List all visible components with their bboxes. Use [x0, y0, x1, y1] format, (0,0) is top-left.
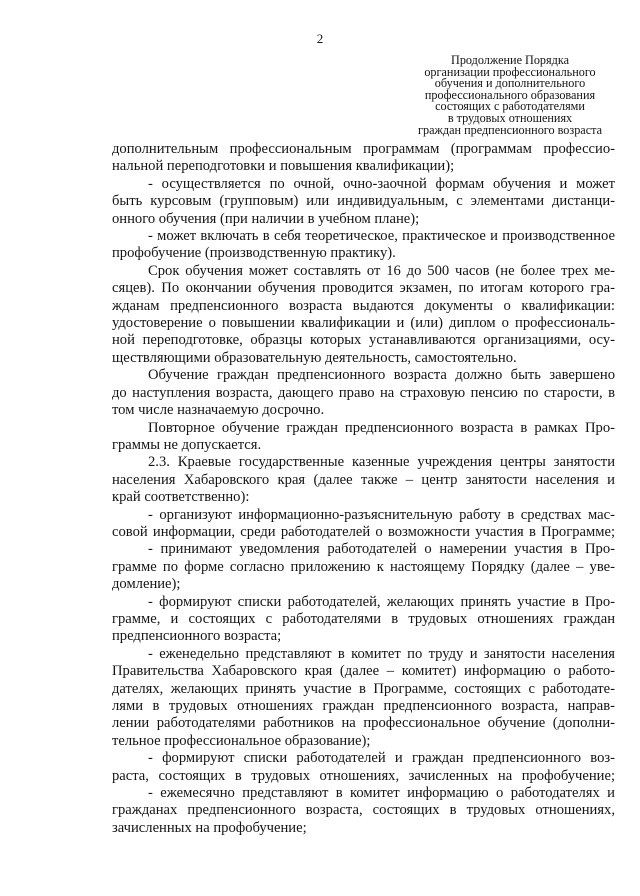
header-line: обучения и дополнительного [434, 76, 586, 91]
text-line: грамме, и состоящих с работодателями в трудовых отношениях граждан [112, 610, 615, 627]
text-line: Правительства Хабаровского края (далее – комитет) информацию о работо- [112, 663, 615, 680]
text-line: Обучение граждан предпенсионного возраста должно быть завершено [148, 367, 615, 384]
body-text [112, 141, 615, 837]
text-line: гражданах предпенсионного возраста, состоящих в трудовых отношениях, [112, 802, 615, 819]
text-line: быть курсовым (групповым) или индивидуальным, с элементами дистанци- [112, 193, 615, 210]
header-line: Продолжение Порядка [451, 53, 569, 67]
text-line: дополнительным профессиональным программам (программам профессио- [112, 141, 615, 157]
text-line: Срок обучения может составлять от 16 до 500 часов (не более трех ме- [148, 262, 615, 279]
text-line: нальной переподготовки и повышения квалификации); [112, 158, 455, 175]
text-line: онного обучения (при наличии в учебном плане); [112, 210, 420, 227]
text-line: раста, состоящих в трудовых отношениях, зачисленных на профобучение; [112, 767, 615, 784]
text-line: лении работодателями работников на профессиональное обучение (дополни- [112, 715, 615, 732]
text-line: грамме по форме согласно приложению к настоящему Порядку (далее – уве- [112, 558, 615, 575]
header-line: организации профессионального [424, 64, 596, 79]
text-line: - формируют списки работодателей, желающих принять участие в Про- [148, 593, 615, 610]
header-line: в трудовых отношениях [447, 110, 573, 125]
text-line: Повторное обучение граждан предпенсионного возраста в рамках Про- [148, 419, 615, 436]
text-line: жданам предпенсионного возраста выдаются документы о квалификации: [112, 297, 615, 314]
text-line: край соответственно): [112, 489, 250, 506]
continuation-header [400, 55, 620, 136]
header-line: состоящих с работодателями [435, 99, 585, 114]
text-line: до наступления возраста, дающего право на страховую пенсию по старости, в [112, 384, 615, 401]
text-line: 2.3. Краевые государственные казенные учреждения центры занятости [148, 454, 615, 471]
text-line: ной переподготовке, образцы которых устанавливаются организациями, осу- [112, 332, 615, 349]
text-line: населения Хабаровского края (далее также – центр занятости населения и [112, 471, 615, 488]
text-line: лями в трудовых отношениях граждан предпенсионного возраста, направ- [112, 698, 615, 714]
text-line: сяцев). По окончании обучения проводится экзамен, по итогам которого гра- [112, 280, 615, 297]
text-line: домление); [112, 576, 181, 593]
text-line: - принимают уведомления работодателей о намерении участия в Про- [148, 541, 615, 558]
text-line: профобучение (производственную практику). [112, 245, 396, 262]
text-line: - организуют информационно-разъяснительную работу в средствах мас- [148, 506, 615, 523]
text-line: граммы не допускается. [112, 436, 262, 453]
text-line: удостоверение о повышении квалификации и (или) диплом о профессиональ- [112, 315, 615, 332]
text-line: том числе назначаемую досрочно. [112, 402, 325, 419]
header-line: граждан предпенсионного возраста [418, 122, 602, 137]
text-line: - ежемесячно представляют в комитет информацию о работодателях и [148, 785, 615, 802]
text-line: совой информации, среди работодателей о возможности участия в Программе; [112, 523, 615, 540]
text-line: - осуществляется по очной, очно-заочной формам обучения и может [148, 175, 615, 192]
text-line: - еженедельно представляют в комитет по труду и занятости населения [148, 645, 615, 662]
text-line: - может включать в себя теоретическое, практическое и производственное [148, 228, 615, 245]
header-line: профессионального образования [424, 87, 596, 102]
text-line: - формируют списки работодателей и граждан предпенсионного воз- [148, 750, 615, 767]
text-line: дателях, желающих принять участие в Программе, состоящих с работодате- [112, 680, 615, 697]
text-line: тельное профессиональное образование); [112, 732, 371, 749]
text-line: зачисленных на профобучение; [112, 819, 307, 836]
text-line: предпенсионного возраста; [112, 628, 282, 645]
text-line: ществляющими образовательную деятельность, самостоятельно. [112, 349, 517, 366]
page-number: 2 [316, 31, 324, 46]
